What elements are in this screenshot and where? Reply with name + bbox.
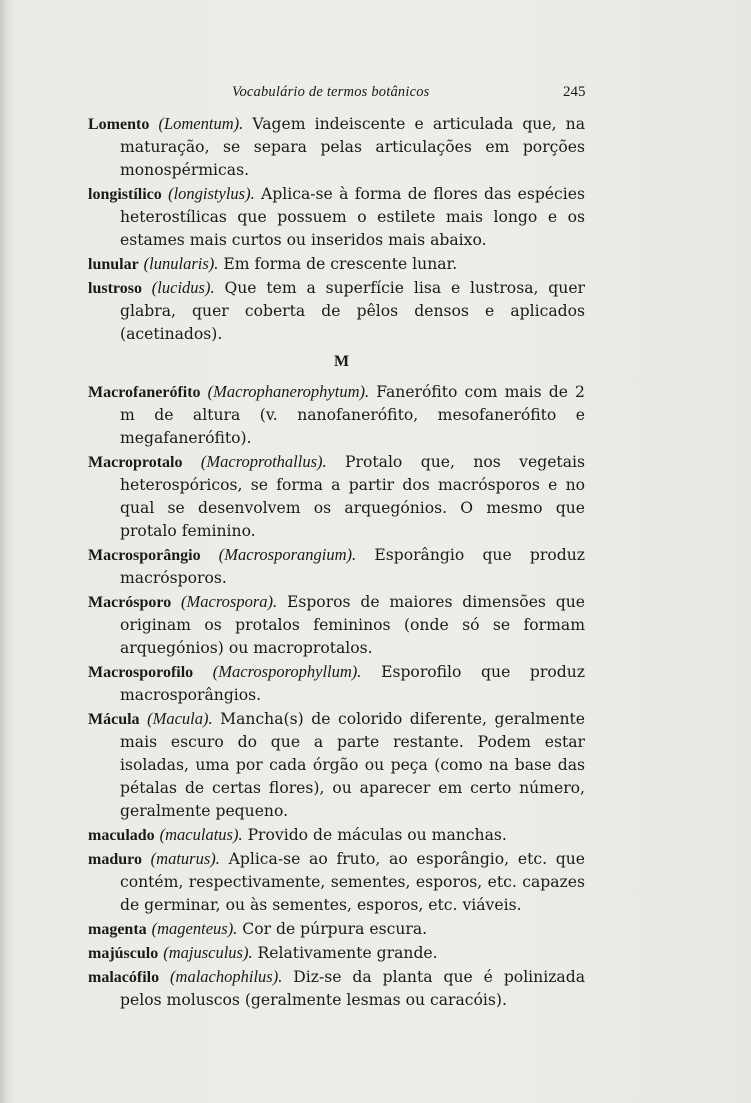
entry-term: maduro bbox=[88, 851, 142, 868]
glossary-entry bbox=[88, 590, 585, 660]
glossary-entry bbox=[88, 823, 585, 847]
glossary-entry bbox=[88, 917, 585, 941]
section-letter: M bbox=[333, 353, 350, 370]
glossary-entry bbox=[88, 252, 585, 276]
entry-definition: Diz-se da planta que é polinizada pelos moluscos (geralmente lesmas ou caracóis). bbox=[120, 968, 585, 1009]
entry-latin-name: (maturus). bbox=[150, 849, 220, 868]
glossary-entry bbox=[88, 965, 585, 1012]
entry-latin-name: (lunularis). bbox=[143, 254, 219, 273]
glossary-entry bbox=[88, 847, 585, 917]
entry-latin-name: (malachophilus). bbox=[170, 967, 283, 986]
glossary-entry bbox=[88, 660, 585, 707]
glossary-entry bbox=[88, 112, 585, 182]
entry-term: longistílico bbox=[88, 186, 162, 203]
entry-definition: Em forma de crescente lunar. bbox=[223, 255, 458, 273]
entry-latin-name: (Macrospora). bbox=[181, 592, 278, 611]
page-header bbox=[0, 84, 751, 106]
entry-definition: Aplica-se ao fruto, ao esporângio, etc. que contém, respectivamente, sementes, esporos, etc. capazes de germinar, ou às sementes, esporos, etc. viáveis. bbox=[120, 850, 585, 914]
entry-definition: Relativamente grande. bbox=[257, 944, 438, 962]
entry-latin-name: (Macrosporangium). bbox=[218, 545, 357, 564]
entry-definition: Esporofilo que produz macrosporângios. bbox=[120, 663, 585, 704]
entry-term: malacófilo bbox=[88, 969, 160, 986]
entry-term: Macrosporângio bbox=[88, 547, 201, 564]
glossary-entry bbox=[88, 450, 585, 543]
entry-latin-name: (Macula). bbox=[147, 709, 213, 728]
running-title: Vocabulário de termos botânicos bbox=[232, 84, 430, 100]
entry-term: lunular bbox=[88, 256, 139, 273]
entry-term: Macrosporofilo bbox=[88, 664, 194, 681]
entry-term: Macrofanerófito bbox=[88, 384, 201, 401]
entry-latin-name: (magenteus). bbox=[151, 919, 238, 938]
glossary-entry bbox=[88, 543, 585, 590]
entry-definition: Provido de máculas ou manchas. bbox=[247, 826, 507, 844]
entry-term: magenta bbox=[88, 921, 147, 938]
entry-term: Mácula bbox=[88, 711, 140, 728]
glossary-entry bbox=[88, 380, 585, 450]
entry-term: maculado bbox=[88, 827, 155, 844]
entry-latin-name: (lucidus). bbox=[151, 278, 215, 297]
entry-definition: Esporângio que produz macrósporos. bbox=[120, 546, 585, 587]
entry-latin-name: (maculatus). bbox=[159, 825, 243, 844]
entries-group-l bbox=[88, 112, 585, 346]
entry-definition: Que tem a superfície lisa e lustrosa, quer glabra, quer coberta de pêlos densos e aplicados (acetinados). bbox=[120, 279, 586, 343]
entry-latin-name: (Lomentum). bbox=[158, 114, 244, 133]
entry-latin-name: (Macroprothallus). bbox=[200, 452, 327, 471]
glossary-body bbox=[88, 112, 585, 1012]
entry-definition: Cor de púrpura escura. bbox=[242, 920, 428, 938]
entries-group-m bbox=[88, 380, 585, 1012]
entry-term: Lomento bbox=[88, 116, 150, 133]
entry-definition: Mancha(s) de colorido diferente, geralmente mais escuro do que a parte restante. Podem estar isoladas, uma por cada órgão ou peça (como na base das pétalas de certas flores), ou aparecer em certo número, geralmente pequeno. bbox=[120, 710, 585, 820]
entry-term: Macroprotalo bbox=[88, 454, 183, 471]
glossary-entry bbox=[88, 182, 585, 252]
glossary-entry bbox=[88, 941, 585, 965]
glossary-entry bbox=[88, 707, 585, 823]
page-number: 245 bbox=[563, 84, 586, 100]
entry-definition: Esporos de maiores dimensões que originam os protalos femininos (onde só se formam arquegónios) ou macroprotalos. bbox=[120, 593, 585, 657]
entry-latin-name: (Macrophanerophytum). bbox=[207, 382, 370, 401]
entry-term: lustroso bbox=[88, 280, 142, 297]
entry-definition: Aplica-se à forma de flores das espécies heterostílicas que possuem o estilete mais longo e os estames mais curtos ou inseridos mais abaixo. bbox=[120, 185, 585, 249]
entry-latin-name: (majusculus). bbox=[163, 943, 253, 962]
entry-definition: Fanerófito com mais de 2 m de altura (v. nanofanerófito, mesofanerófito e megafanerófito). bbox=[120, 383, 585, 447]
entry-definition: Vagem indeiscente e articulada que, na maturação, se separa pelas articulações em porções monospérmicas. bbox=[120, 115, 585, 179]
entry-term: majúsculo bbox=[88, 945, 159, 962]
entry-definition: Protalo que, nos vegetais heterospóricos, se forma a partir dos macrósporos e no qual se desenvolvem os arquegónios. O mesmo que protalo feminino. bbox=[120, 453, 585, 540]
entry-latin-name: (Macrosporophyllum). bbox=[212, 662, 362, 681]
glossary-entry bbox=[88, 276, 585, 346]
entry-latin-name: (longistylus). bbox=[168, 184, 255, 203]
entry-term: Macrósporo bbox=[88, 594, 172, 611]
